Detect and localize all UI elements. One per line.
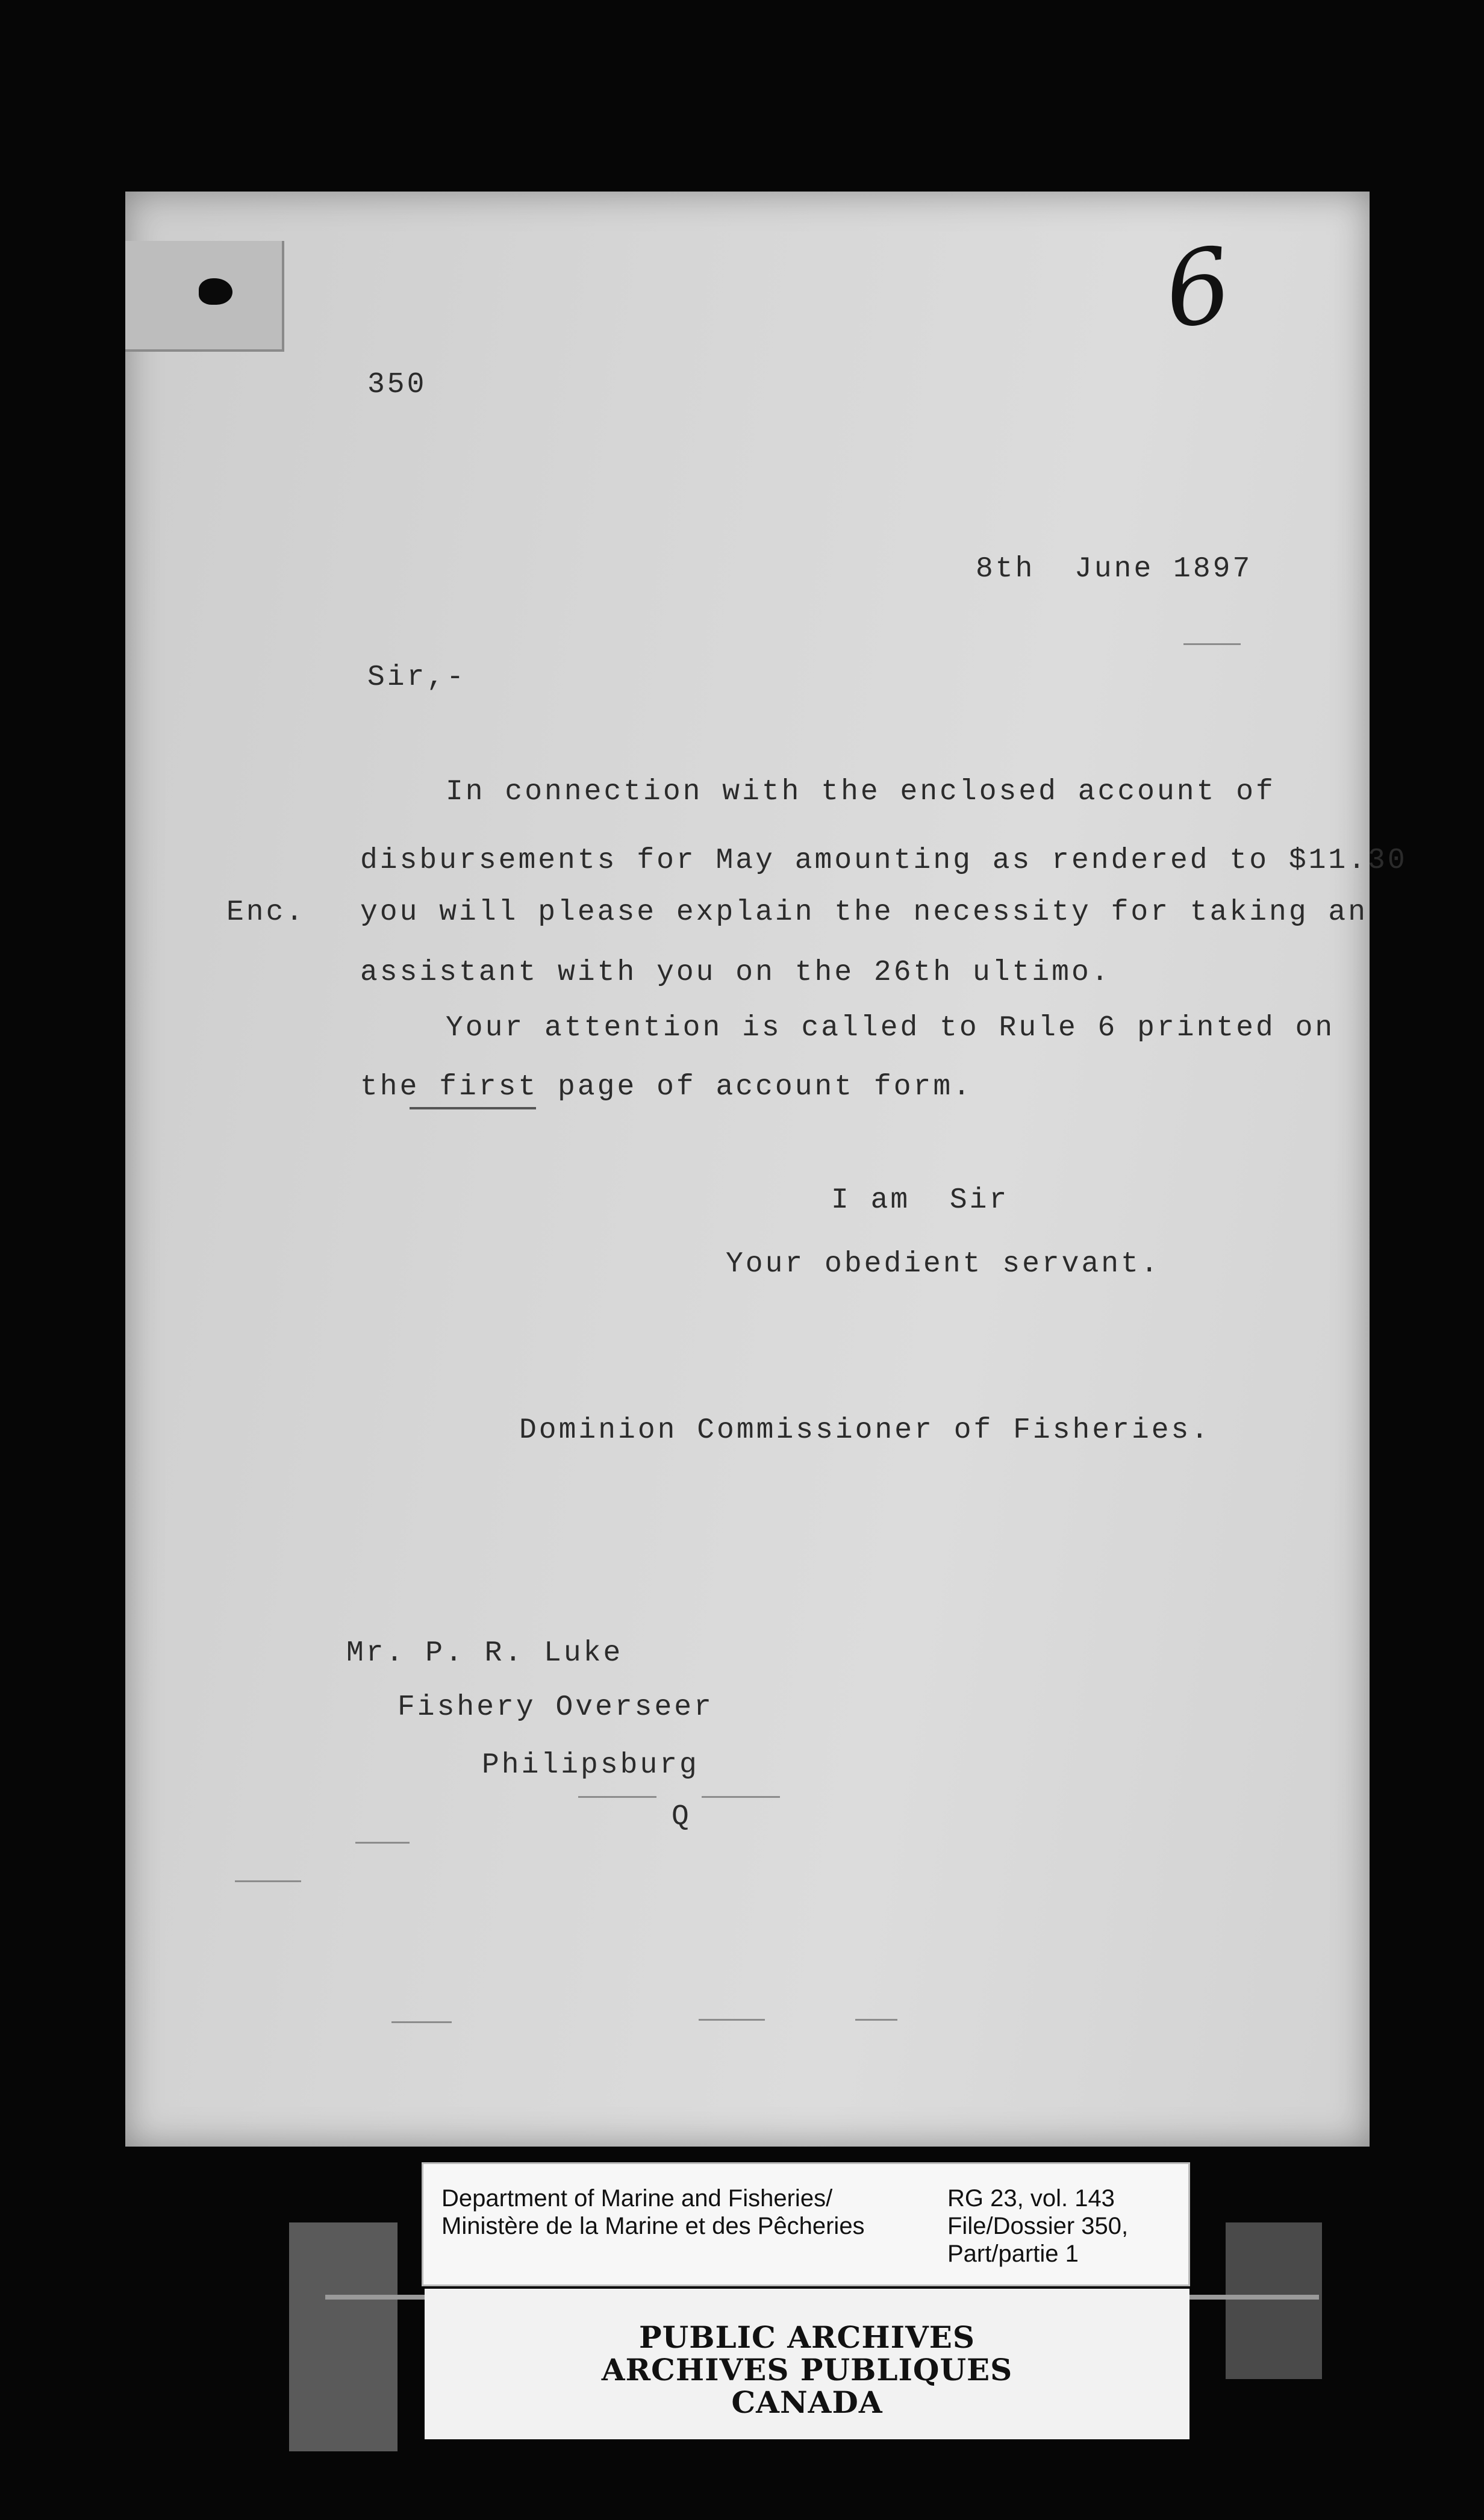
department-en: Department of Marine and Fisheries/ (441, 2185, 833, 2212)
archives-stamp (425, 2289, 1189, 2439)
punch-hole-icon (199, 278, 232, 305)
stamp-line-2: ARCHIVES PUBLIQUES (601, 2352, 1013, 2387)
closing-line-1: I am Sir (831, 1184, 1009, 1217)
body-line-3: you will please explain the necessity for taking an (360, 896, 1368, 929)
rule-line (1183, 643, 1241, 645)
stamp-line-3: CANADA (731, 2384, 883, 2420)
mount-shadow-left (289, 2222, 398, 2451)
reference-rg: RG 23, vol. 143 (947, 2185, 1115, 2212)
body-line-2: disbursements for May amounting as rendered to $11.30 (360, 844, 1408, 877)
archive-reference-label (422, 2162, 1190, 2286)
department-text (441, 2185, 865, 2240)
recipient-province: Q (672, 1801, 691, 1833)
body-line-6: the first page of account form. (360, 1071, 973, 1103)
rule-line (391, 2021, 452, 2023)
recipient-name: Mr. P. R. Luke (346, 1637, 623, 1670)
letter-date: 8th June 1897 (976, 553, 1253, 585)
body-line-4: assistant with you on the 26th ultimo. (360, 956, 1111, 989)
rule-line (235, 1880, 301, 1882)
body-line-5: Your attention is called to Rule 6 printed on (446, 1012, 1335, 1044)
rule-line (355, 1842, 410, 1844)
reference-file: File/Dossier 350, (947, 2213, 1129, 2239)
mount-shadow-right (1226, 2222, 1322, 2379)
recipient-place: Philipsburg (482, 1749, 699, 1782)
salutation: Sir,- (367, 661, 467, 694)
stamp-text (425, 2321, 1189, 2419)
body-line-1: In connection with the enclosed account of (446, 776, 1276, 808)
enclosure-note: Enc. (226, 896, 306, 929)
department-fr: Ministère de la Marine et des Pêcheries (441, 2213, 865, 2239)
handwritten-page-mark: 6 (1157, 225, 1239, 352)
letter-page (125, 192, 1370, 2147)
stamp-line-1: PUBLIC ARCHIVES (639, 2319, 975, 2355)
file-number: 350 (367, 369, 427, 401)
rule-line (855, 2019, 897, 2021)
rule-line (702, 1796, 780, 1798)
closing-line-2: Your obedient servant. (726, 1248, 1161, 1280)
reference-text (947, 2185, 1128, 2268)
handwritten-underline (410, 1107, 536, 1109)
signature-title: Dominion Commissioner of Fisheries. (519, 1414, 1211, 1447)
recipient-title: Fishery Overseer (398, 1691, 714, 1724)
rule-line (578, 1796, 656, 1798)
reference-part: Part/partie 1 (947, 2241, 1079, 2267)
rule-line (699, 2019, 765, 2021)
